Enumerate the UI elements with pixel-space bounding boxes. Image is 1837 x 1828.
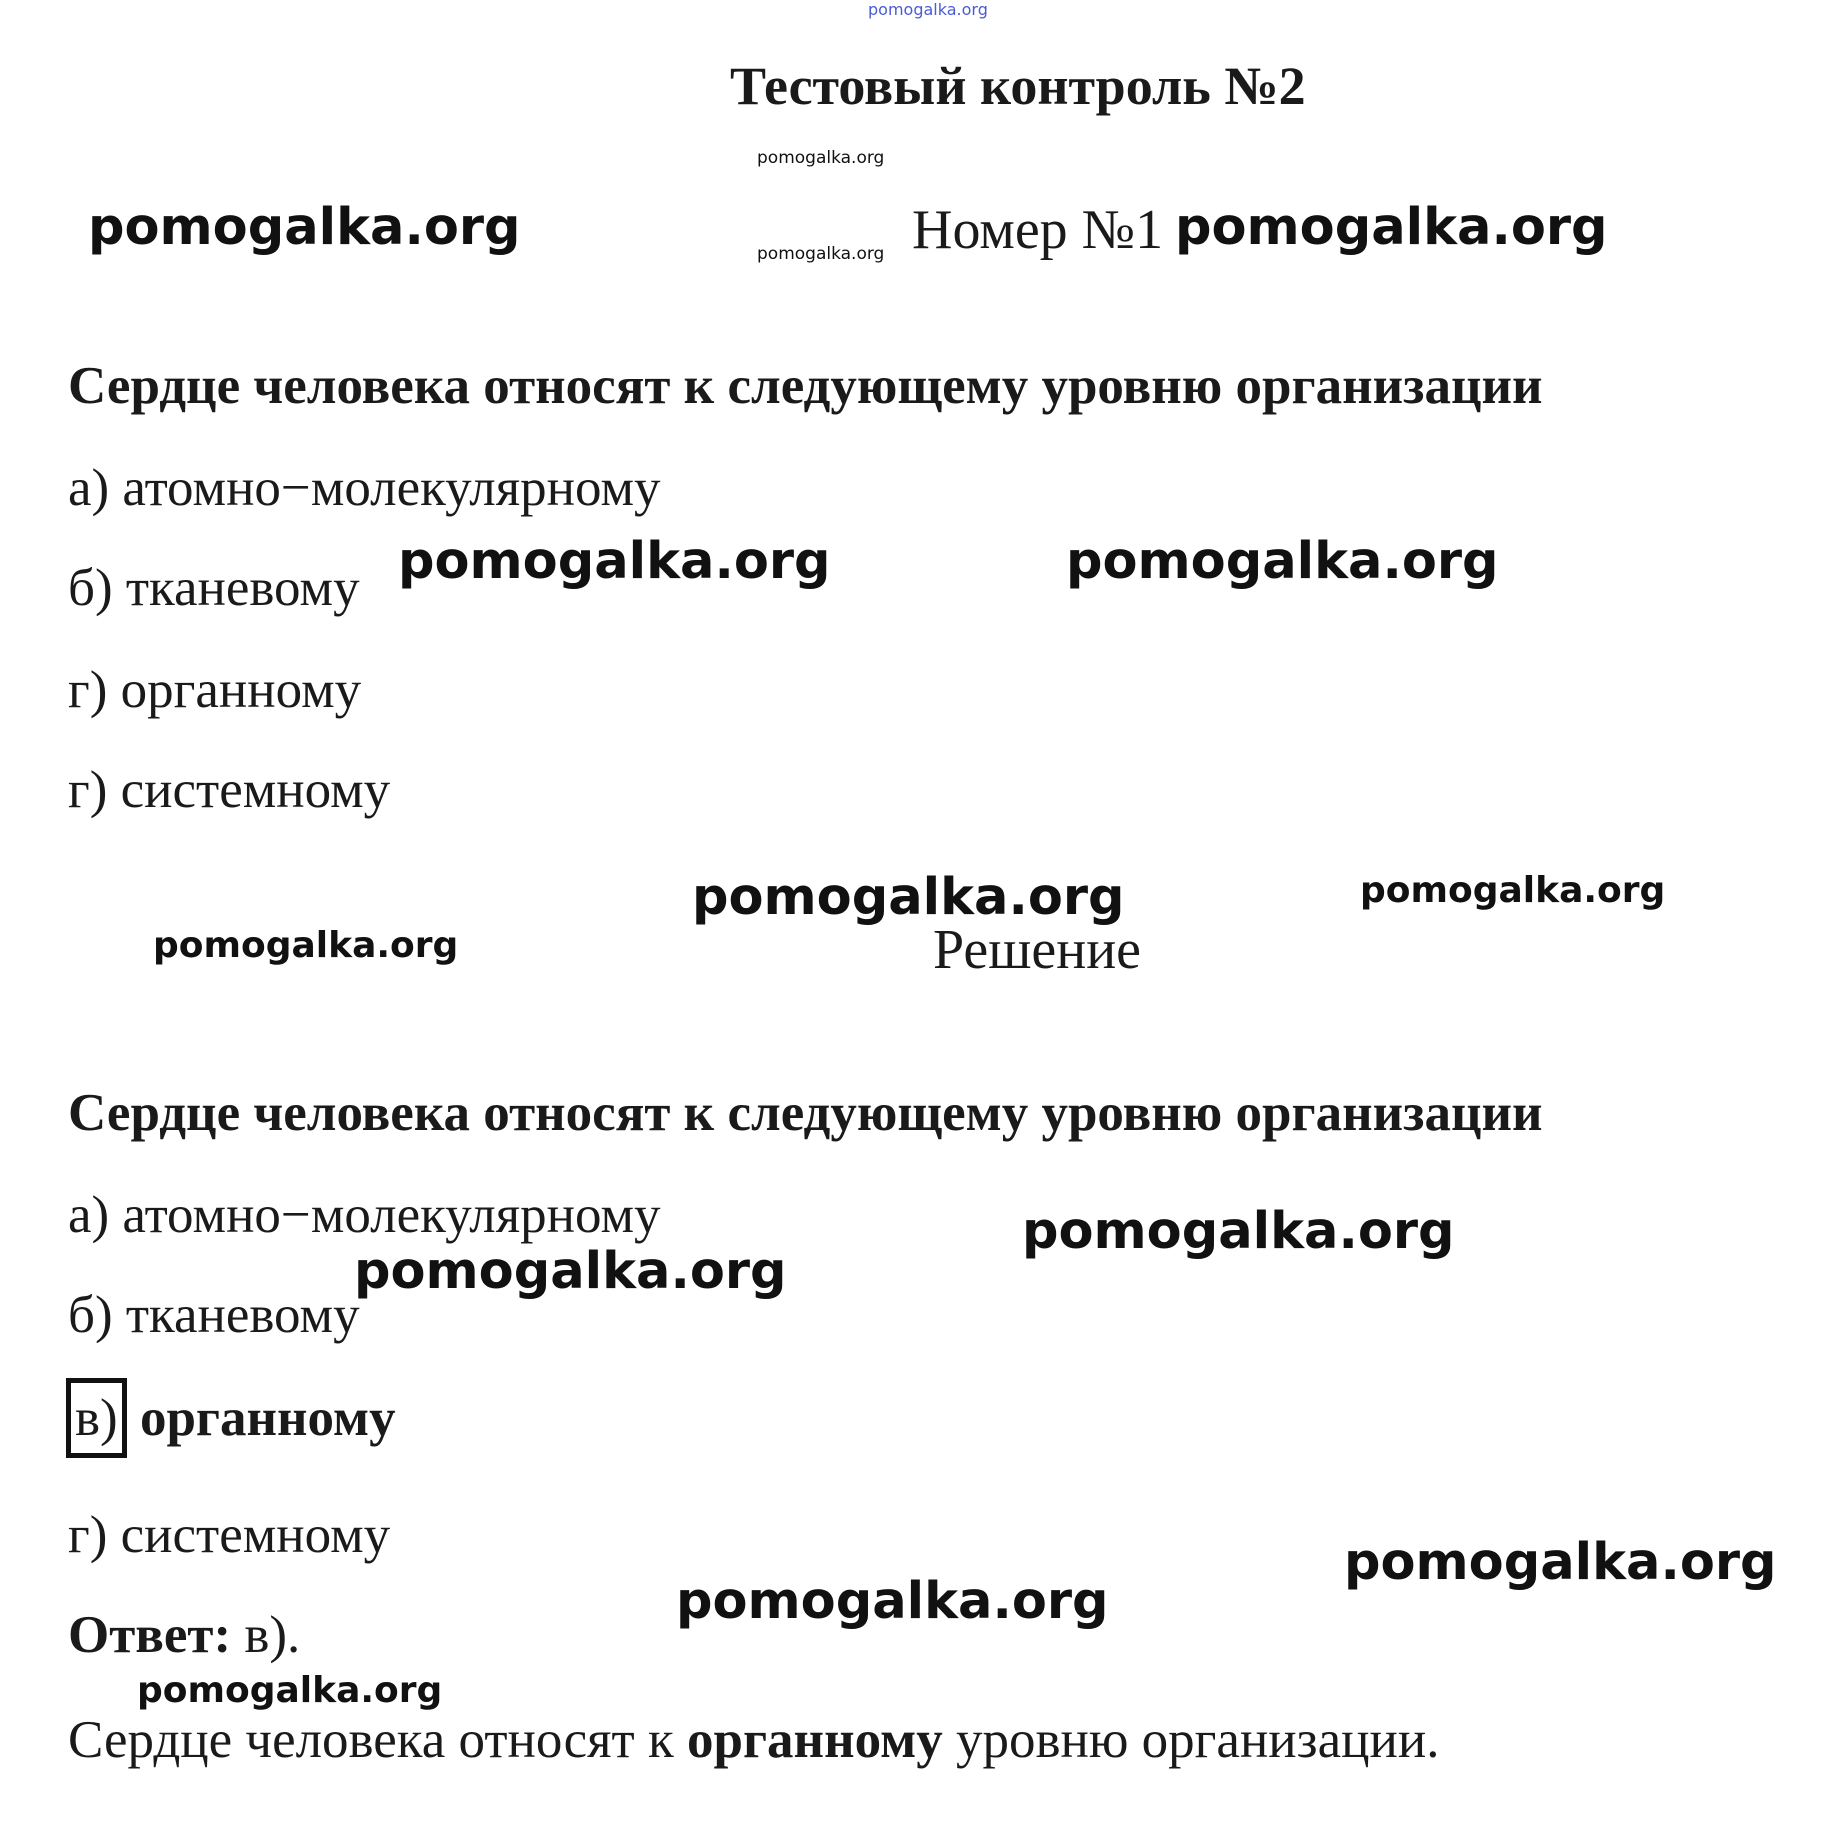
watermark: pomogalka.org	[88, 198, 521, 257]
watermark: pomogalka.org	[1360, 870, 1666, 911]
page-title: Тестовый контроль №2	[730, 56, 1306, 116]
watermark: pomogalka.org	[1066, 532, 1499, 591]
solution-heading: Решение	[933, 919, 1142, 981]
solution-option-c-correct	[66, 1378, 396, 1458]
question-text: Сердце человека относят к следующему уровню организации	[68, 357, 1543, 415]
solution-option-d: г) системному	[68, 1506, 391, 1564]
answer-line	[68, 1605, 300, 1665]
watermark: pomogalka.org	[354, 1242, 787, 1301]
explanation-start: Сердце человека относят к	[68, 1711, 687, 1769]
answer-value: в).	[244, 1606, 301, 1664]
task-number: Номер №1	[912, 199, 1164, 261]
watermark: pomogalka.org	[692, 868, 1125, 927]
watermark: pomogalka.org	[398, 532, 831, 591]
explanation-end: уровню организации.	[942, 1711, 1440, 1769]
option-b: б) тканевому	[68, 559, 360, 617]
watermark: pomogalka.org	[676, 1572, 1109, 1631]
watermark: pomogalka.org	[137, 1670, 443, 1711]
watermark: pomogalka.org	[1022, 1202, 1455, 1261]
solution-option-b: б) тканевому	[68, 1286, 360, 1344]
correct-answer-text: органному	[139, 1389, 396, 1447]
option-d: г) системному	[68, 761, 391, 819]
explanation	[68, 1710, 1439, 1770]
explanation-bold: органному	[686, 1711, 943, 1769]
watermark-top: pomogalka.org	[868, 0, 988, 19]
solution-option-a: а) атомно−молекулярному	[68, 1186, 661, 1244]
option-a: а) атомно−молекулярному	[68, 459, 661, 517]
watermark: pomogalka.org	[1344, 1533, 1777, 1592]
solution-question-text: Сердце человека относят к следующему уровню организации	[68, 1084, 1543, 1142]
watermark: pomogalka.org	[1175, 198, 1608, 257]
option-c: г) органному	[68, 661, 362, 719]
watermark: pomogalka.org	[757, 148, 885, 168]
answer-label: Ответ:	[68, 1606, 232, 1664]
watermark: pomogalka.org	[153, 925, 459, 966]
correct-answer-box: в)	[66, 1378, 127, 1458]
watermark: pomogalka.org	[757, 244, 885, 264]
